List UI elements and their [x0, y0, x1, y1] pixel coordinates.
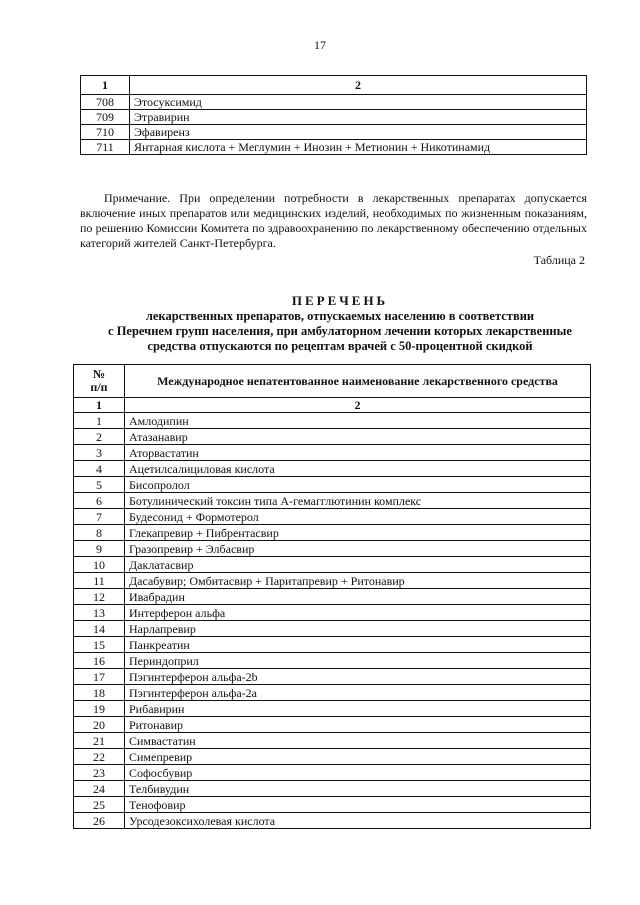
drug-list-table [73, 364, 591, 829]
row-number-cell: 9 [74, 541, 125, 557]
drug-name-cell: Дасабувир; Омбитасвир + Паритапревир + Ритонавир [125, 573, 591, 589]
column-numbers-row [74, 398, 591, 413]
drug-name-cell: Ритонавир [125, 717, 591, 733]
table-row [74, 669, 591, 685]
drug-name-cell: Симвастатин [125, 733, 591, 749]
header-number-abbrev: п/п [90, 380, 108, 394]
table-row [74, 525, 591, 541]
table-row [74, 573, 591, 589]
table-row [74, 429, 591, 445]
table-row [74, 589, 591, 605]
row-number-cell: 21 [74, 733, 125, 749]
table-row [74, 621, 591, 637]
row-number-cell: 6 [74, 493, 125, 509]
drug-name-cell: Интерферон альфа [125, 605, 591, 621]
table-row [74, 797, 591, 813]
table-row [74, 781, 591, 797]
row-number-cell: 18 [74, 685, 125, 701]
table-row [74, 765, 591, 781]
row-number-cell: 17 [74, 669, 125, 685]
heading-line-3: средства отпускаются по рецептам врачей с 50-процентной скидкой [147, 339, 533, 353]
row-number-cell: 24 [74, 781, 125, 797]
table-row [74, 637, 591, 653]
column-number-1: 1 [74, 398, 125, 413]
table-row [74, 541, 591, 557]
header-number-symbol: № [92, 367, 106, 381]
column-number-2: 2 [130, 76, 587, 95]
table-row [74, 413, 591, 429]
drug-name-cell: Будесонид + Формотерол [125, 509, 591, 525]
drug-name-cell: Симепревир [125, 749, 591, 765]
table-row [81, 140, 587, 155]
column-number-2: 2 [125, 398, 591, 413]
drug-name-cell: Янтарная кислота + Меглумин + Инозин + Метионин + Никотинамид [130, 140, 587, 155]
table-row [74, 733, 591, 749]
drug-name-cell: Периндоприл [125, 653, 591, 669]
table-row [74, 717, 591, 733]
header-number-cell [74, 365, 125, 398]
row-number-cell: 3 [74, 445, 125, 461]
drug-name-cell: Нарлапревир [125, 621, 591, 637]
table-row [81, 125, 587, 140]
drug-name-cell: Ивабрадин [125, 589, 591, 605]
row-number-cell: 10 [74, 557, 125, 573]
row-number-cell: 710 [81, 125, 130, 140]
table-caption: Таблица 2 [533, 253, 585, 267]
table-row [74, 477, 591, 493]
list-heading [60, 293, 620, 354]
table-row [74, 701, 591, 717]
table-header-row [81, 76, 587, 95]
table-row [74, 605, 591, 621]
row-number-cell: 12 [74, 589, 125, 605]
continued-drug-table [80, 75, 587, 155]
row-number-cell: 14 [74, 621, 125, 637]
drug-name-cell: Гразопревир + Элбасвир [125, 541, 591, 557]
note-paragraph: Примечание. При определении потребности в лекарственных препаратах допускается включение иных препаратов или медицинских изделий, необходимых по жизненным показаниям, по решению Комиссии Комитета по здравоохранению по лекарственному обеспечению отдельных категорий жителей Санкт-Петербурга. [80, 191, 587, 250]
row-number-cell: 709 [81, 110, 130, 125]
row-number-cell: 8 [74, 525, 125, 541]
drug-name-cell: Ботулинический токсин типа А-гемагглютинин комплекс [125, 493, 591, 509]
row-number-cell: 13 [74, 605, 125, 621]
table-row [74, 813, 591, 829]
row-number-cell: 22 [74, 749, 125, 765]
drug-name-cell: Рибавирин [125, 701, 591, 717]
row-number-cell: 708 [81, 95, 130, 110]
table-row [74, 461, 591, 477]
table-row [74, 685, 591, 701]
table-row [74, 445, 591, 461]
row-number-cell: 20 [74, 717, 125, 733]
heading-line-2: с Перечнем групп населения, при амбулаторном лечении которых лекарственные [108, 324, 572, 338]
row-number-cell: 26 [74, 813, 125, 829]
drug-name-cell: Этравирин [130, 110, 587, 125]
drug-name-cell: Пэгинтерферон альфа-2b [125, 669, 591, 685]
drug-name-cell: Панкреатин [125, 637, 591, 653]
row-number-cell: 711 [81, 140, 130, 155]
header-name-cell: Международное непатентованное наименование лекарственного средства [125, 365, 591, 398]
table-row [74, 493, 591, 509]
row-number-cell: 4 [74, 461, 125, 477]
row-number-cell: 1 [74, 413, 125, 429]
row-number-cell: 15 [74, 637, 125, 653]
drug-name-cell: Пэгинтерферон альфа-2а [125, 685, 591, 701]
drug-name-cell: Эфавиренз [130, 125, 587, 140]
heading-title: ПЕРЕЧЕНЬ [291, 293, 389, 308]
drug-name-cell: Амлодипин [125, 413, 591, 429]
drug-name-cell: Ацетилсалициловая кислота [125, 461, 591, 477]
row-number-cell: 19 [74, 701, 125, 717]
drug-name-cell: Тенофовир [125, 797, 591, 813]
row-number-cell: 7 [74, 509, 125, 525]
drug-name-cell: Телбивудин [125, 781, 591, 797]
heading-line-1: лекарственных препаратов, отпускаемых населению в соответствии [145, 309, 535, 323]
drug-name-cell: Бисопролол [125, 477, 591, 493]
drug-name-cell: Этосуксимид [130, 95, 587, 110]
drug-name-cell: Урсодезоксихолевая кислота [125, 813, 591, 829]
drug-name-cell: Атазанавир [125, 429, 591, 445]
page-number: 17 [314, 38, 326, 52]
row-number-cell: 2 [74, 429, 125, 445]
row-number-cell: 23 [74, 765, 125, 781]
table-row [81, 110, 587, 125]
drug-name-cell: Глекапревир + Пибрентасвир [125, 525, 591, 541]
table-row [81, 95, 587, 110]
table-row [74, 653, 591, 669]
column-number-1: 1 [81, 76, 130, 95]
row-number-cell: 5 [74, 477, 125, 493]
row-number-cell: 11 [74, 573, 125, 589]
row-number-cell: 25 [74, 797, 125, 813]
drug-name-cell: Аторвастатин [125, 445, 591, 461]
row-number-cell: 16 [74, 653, 125, 669]
table-row [74, 749, 591, 765]
drug-name-cell: Софосбувир [125, 765, 591, 781]
table-row [74, 509, 591, 525]
table-header-row [74, 365, 591, 398]
table-row [74, 557, 591, 573]
drug-name-cell: Даклатасвир [125, 557, 591, 573]
